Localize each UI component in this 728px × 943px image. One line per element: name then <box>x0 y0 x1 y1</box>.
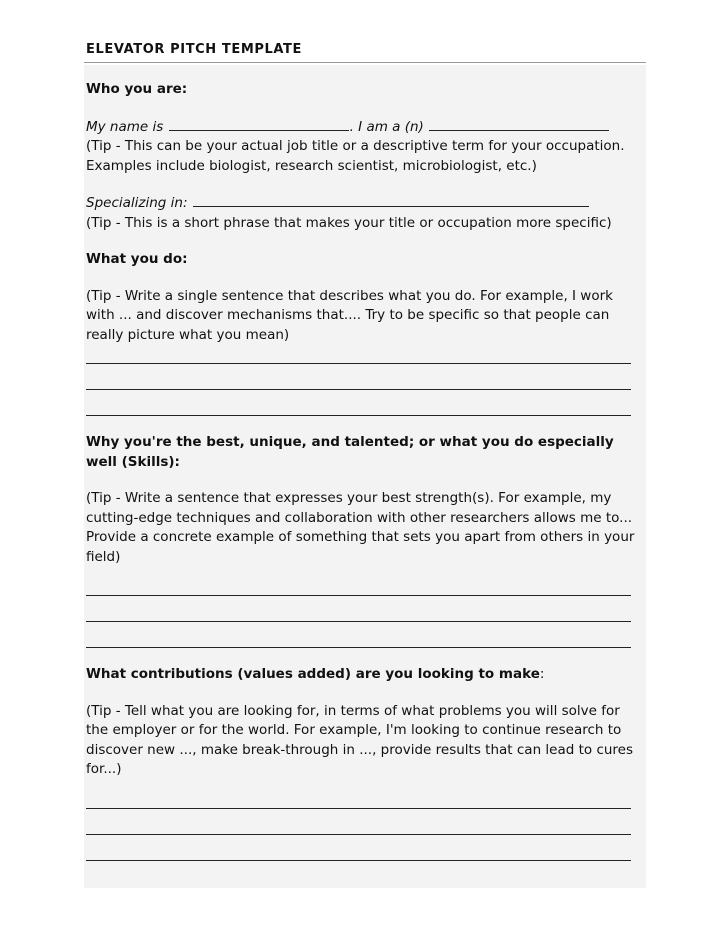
skills-tip: (Tip - Write a sentence that expresses your best strength(s). For example, my cutting-edge techniques and collaboration with other researchers allows me to... Provide a concrete example of something that sets you apart from others in your field) <box>86 490 635 565</box>
name-blank[interactable] <box>169 117 349 131</box>
skills-heading: Why you're the best, unique, and talented; or what you do especially well (Skills): <box>86 434 614 470</box>
occupation-blank[interactable] <box>429 117 609 131</box>
skills-answer-line-1[interactable] <box>86 577 642 603</box>
title-divider <box>84 62 646 63</box>
contrib-answer-line-3[interactable] <box>86 842 642 868</box>
who-heading: Who you are: <box>86 81 188 97</box>
contrib-tip: (Tip - Tell what you are looking for, in terms of what problems you will solve for the employer or for the world. For example, I'm looking to continue research to discover new ..., make break-through in ..., provide results that can lead to cures for...) <box>86 702 634 777</box>
contrib-heading-colon: : <box>539 666 545 682</box>
what-heading: What you do: <box>86 251 188 267</box>
specializing-label: Specializing in: <box>86 195 188 211</box>
occupation-label: . I am a (n) <box>349 118 424 135</box>
skills-answer-line-3[interactable] <box>86 629 642 655</box>
what-tip: (Tip - Write a single sentence that describes what you do. For example, I work with ... and discover mechanisms that.... Try to be specific so that people can really picture what you mean) <box>86 287 613 343</box>
contrib-heading-line <box>86 665 642 685</box>
specializing-line <box>86 193 642 214</box>
specializing-tip: (Tip - This is a short phrase that makes your title or occupation more specific) <box>86 214 612 231</box>
occupation-tip: (Tip - This can be your actual job title or a descriptive term for your occupation. Examples include biologist, research scientist, microbiologist, etc.) <box>86 138 625 174</box>
name-line <box>86 117 642 138</box>
what-answer-line-2[interactable] <box>86 371 642 397</box>
what-answer-line-1[interactable] <box>86 345 642 371</box>
name-label: My name is <box>86 118 164 135</box>
template-content <box>86 80 642 868</box>
skills-answer-line-2[interactable] <box>86 603 642 629</box>
specializing-blank[interactable] <box>193 193 589 207</box>
contrib-heading: What contributions (values added) are you looking to make <box>86 666 540 682</box>
contrib-answer-line-2[interactable] <box>86 816 642 842</box>
contrib-answer-line-1[interactable] <box>86 790 642 816</box>
document-title: ELEVATOR PITCH TEMPLATE <box>86 42 303 57</box>
what-answer-line-3[interactable] <box>86 397 642 423</box>
